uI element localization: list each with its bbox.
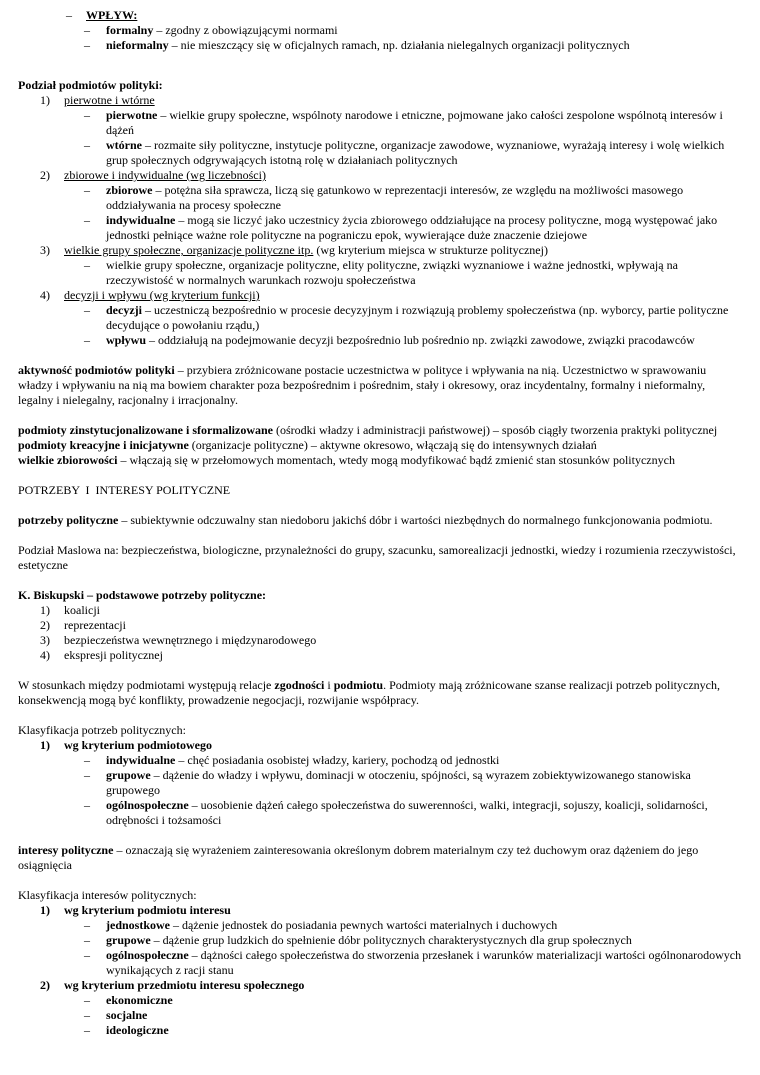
list-item: – ogólnospołeczne – dążności całego społeczeństwa do stworzenia przesłanek i warunków materializacji wartości ogólnonarodowych wynikających z racji stanu [84,948,742,977]
paragraph-podmioty: wielkie zbiorowości – włączają się w przełomowych momentach, wtedy mogą modyfikować bądź zmienić stan stosunków politycznych [18,453,675,467]
list-item: – ideologiczne [84,1023,169,1037]
list-item: – pierwotne – wielkie grupy społeczne, wspólnoty narodowe i etniczne, pojmowane jako całości zespolone wspólnotą interesów i dążeń [84,108,723,137]
paragraph-maslow: Podział Maslowa na: bezpieczeństwa, biologiczne, przynależności do grupy, szacunku, samorealizacji jednostki, wiedzy i rozumienia rzeczywistości, estetyczne [18,543,736,572]
section-title: Klasyfikacja potrzeb politycznych: [18,723,186,737]
paragraph-podmioty: podmioty zinstytucjonalizowane i sformalizowane (ośrodki władzy i administracji państwowej) – sposób ciągły tworzenia praktyki politycznej [18,423,718,437]
list-item: – zbiorowe – potężna siła sprawcza, liczą się gatunkowo w reprezentacji interesów, ze względu na możliwości masowego oddziaływania na procesy społeczne [84,183,684,212]
numbered-item: 1) pierwotne i wtórne [40,93,155,107]
list-item: – indywidualne – mogą sie liczyć jako uczestnicy życia zbiorowego oddziałujące na procesy polityczne, mogą występować jako jednostki pełniące ważne role polityczne na pograniczu epok, wywierające duże znaczenie dziejowe [84,213,718,242]
paragraph-stosunki: W stosunkach między podmiotami występują relacje zgodności i podmiotu. Podmioty mają zróżnicowane szanse realizacji potrzeb politycznych, konsekwencją mogą być konflikty, prowadzenie negocjacji, rozwijanie współpracy. [18,678,720,707]
paragraph-aktywnosc: aktywność podmiotów polityki – przybiera zróżnicowane postacie uczestnictwa w polityce i wpływania na nią. Uczestnictwo w sprawowaniu władzy i wpływaniu na nią ma bowiem charakter poza bezpośrednim i pośrednim, stały i okresowy, oraz incydentalny, formalny i nieformalny, legalny i nielegalny, racjonalny i irracjonalny. [18,363,707,407]
numbered-item: 1) wg kryterium podmiotowego [40,738,212,752]
list-item: – decyzji – uczestniczą bezpośrednio w procesie decyzyjnym i rozwiązują problemy społeczeństwa (np. wyborcy, partie polityczne decydujące o powołaniu rządu,) [84,303,729,332]
numbered-item: 4) ekspresji politycznej [40,648,163,662]
list-item: – jednostkowe – dążenie jednostek do posiadania pewnych wartości materialnych i duchowych [84,918,558,932]
list-item: – socjalne [84,1008,148,1022]
numbered-item: 3) wielkie grupy społeczne, organizacje polityczne itp. (wg kryterium miejsca w strukturze politycznej) [40,243,548,257]
paragraph-podmioty: podmioty kreacyjne i inicjatywne (organizacje polityczne) – aktywne okresowo, włączają się do intensywnych działań [18,438,597,452]
list-item: – ogólnospołeczne – uosobienie dążeń całego społeczeństwa do suwerenności, walki, integracji, sojuszy, koalicji, solidarności, odrębności i tożsamości [84,798,708,827]
numbered-item: 1) koalicji [40,603,100,617]
numbered-item: 3) bezpieczeństwa wewnętrznego i międzynarodowego [40,633,317,647]
paragraph-potrzeby: potrzeby polityczne – subiektywnie odczuwalny stan niedoboru jakichś dóbr i wartości niezbędnych do normalnego funkcjonowania podmiotu. [18,513,713,527]
list-item: – grupowe – dążenie do władzy i wpływu, dominacji w otoczeniu, spójności, są wyrazem zobiektywizowanego stanowiska grupowego [84,768,691,797]
section-title: Podział podmiotów polityki: [18,78,163,92]
list-item: – wpływu – oddziałują na podejmowanie decyzji bezpośrednio lub pośrednio np. związki zawodowe, związki pracodawców [84,333,695,347]
wplyw-heading: – WPŁYW: [66,8,138,22]
section-heading: POTRZEBY I INTERESY POLITYCZNE [18,483,231,497]
numbered-item: 4) decyzji i wpływu (wg kryterium funkcji) [40,288,260,302]
list-item: – ekonomiczne [84,993,173,1007]
list-item: – grupowe – dążenie grup ludzkich do spełnienie dóbr politycznych charakterystycznych dla grup społecznych [84,933,632,947]
numbered-item: 2) zbiorowe i indywidualne (wg liczebności) [40,168,266,182]
list-item: – nieformalny – nie mieszczący się w oficjalnych ramach, np. działania nielegalnych organizacji politycznych [84,38,630,52]
list-item: – wielkie grupy społeczne, organizacje polityczne, elity polityczne, związki wyznaniowe i ważne jednostki, wpływają na rzeczywistość w normalnych warunkach rozwoju społeczeństwa [84,258,678,287]
section-title: K. Biskupski – podstawowe potrzeby polityczne: [18,588,267,602]
numbered-item: 1) wg kryterium podmiotu interesu [40,903,231,917]
list-item: – formalny – zgodny z obowiązującymi normami [84,23,338,37]
numbered-item: 2) reprezentacji [40,618,126,632]
section-title: Klasyfikacja interesów politycznych: [18,888,197,902]
paragraph-interesy: interesy polityczne – oznaczają się wyrażeniem zainteresowania określonym dobrem materialnym czy też duchowym oraz dążeniem do jego osiągnięcia [18,843,699,872]
numbered-item: 2) wg kryterium przedmiotu interesu społecznego [40,978,305,992]
list-item: – indywidualne – chęć posiadania osobistej władzy, kariery, pochodzą od jednostki [84,753,500,767]
list-item: – wtórne – rozmaite siły polityczne, instytucje polityczne, organizacje zawodowe, wyznaniowe, wyrażają interesy i wolę wielkich grup społecznych odgrywających istotną rolę w działaniach politycznych [84,138,725,167]
